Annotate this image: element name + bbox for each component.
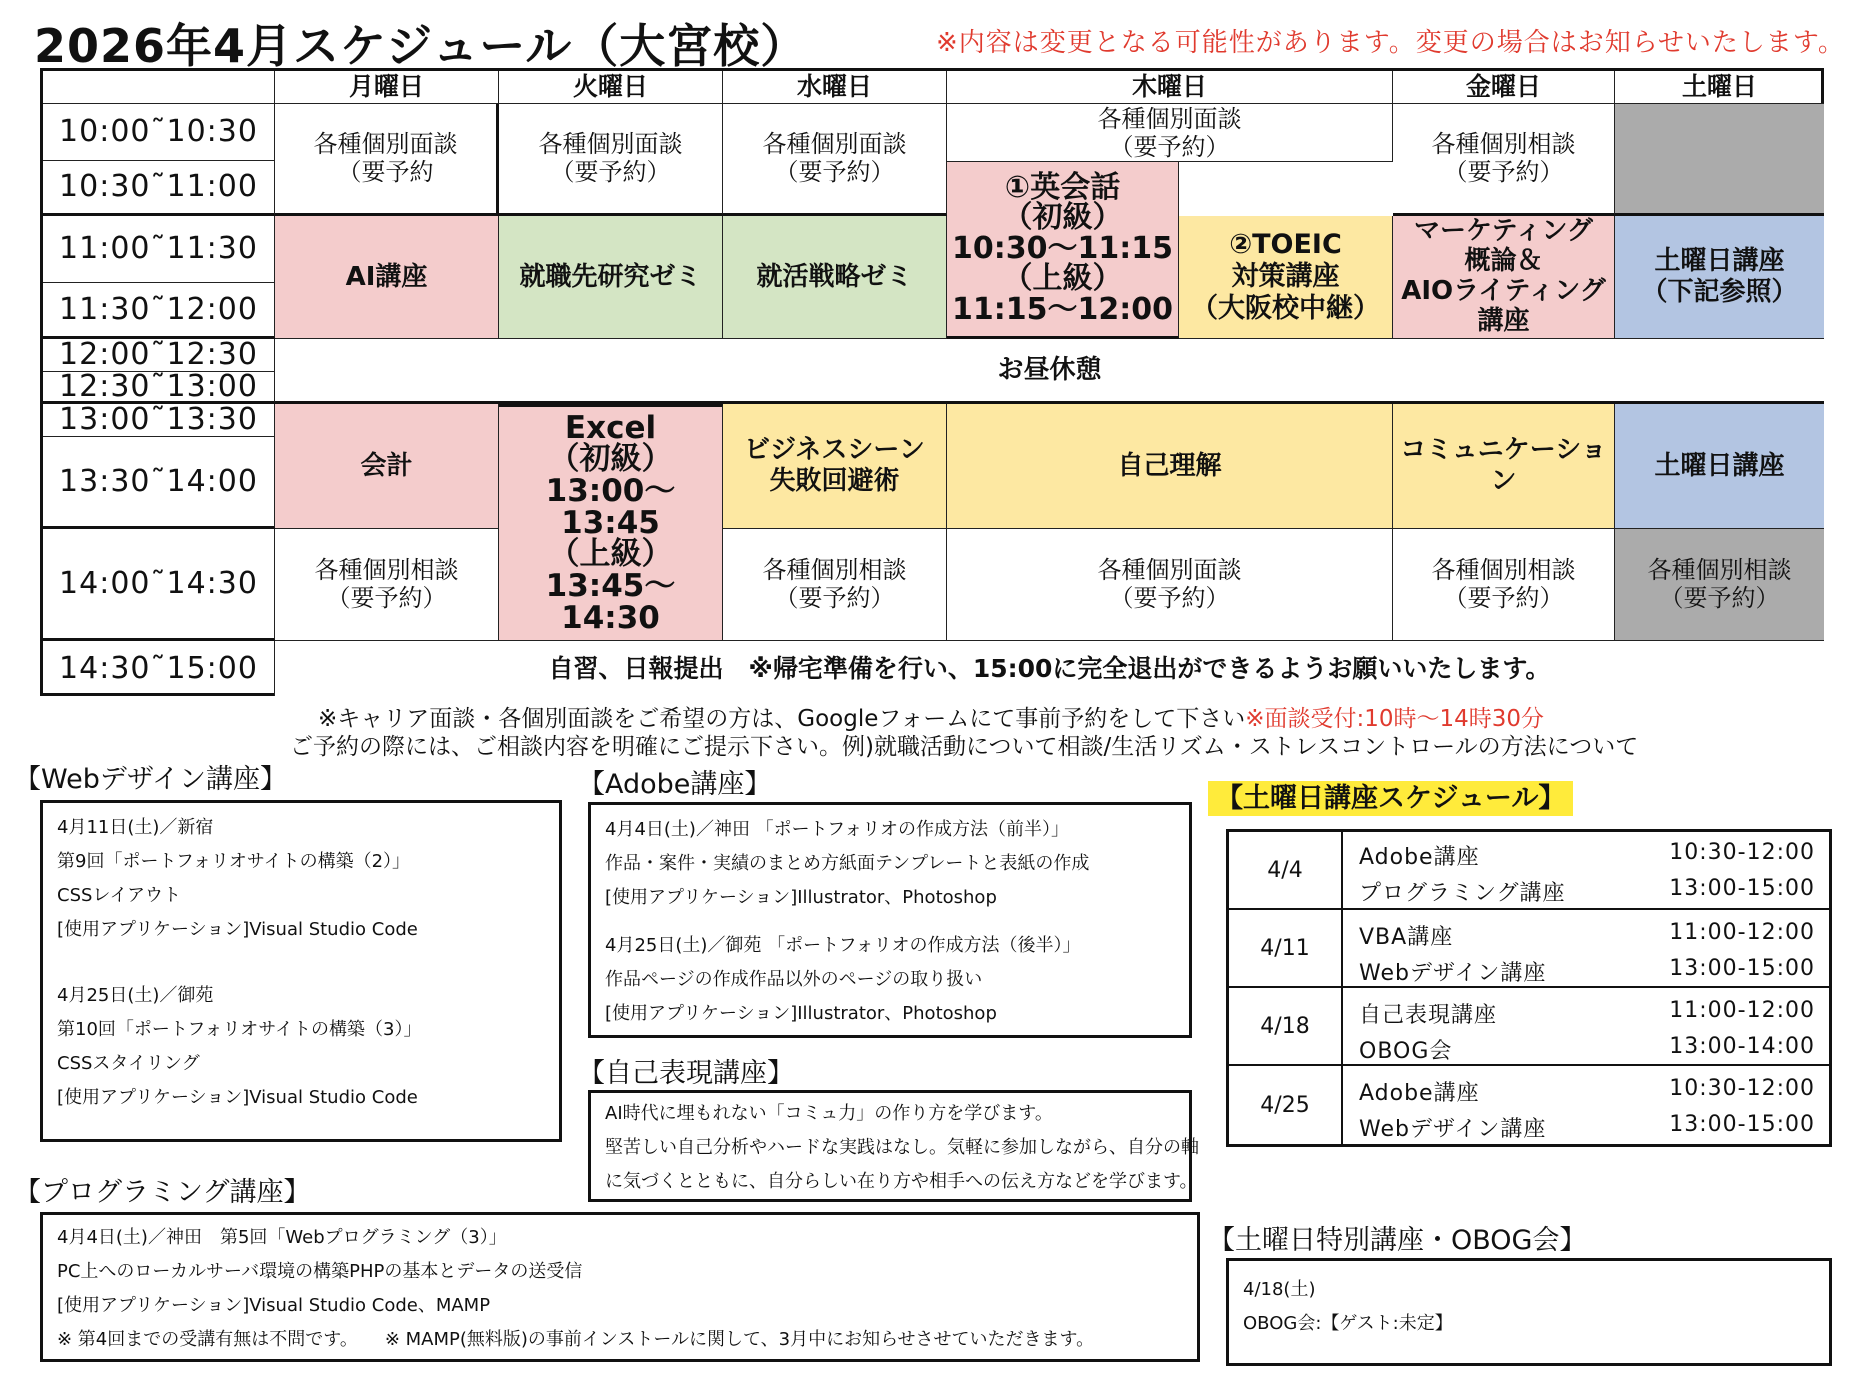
saturday-time: 13:00-15:00 <box>1669 876 1815 901</box>
header-saturday: 土曜日 <box>1615 71 1824 104</box>
saturday-row <box>1229 832 1829 910</box>
monday-am-consultation: 各種個別面談 （要予約 <box>275 104 499 216</box>
consultation-note: ご予約の際には、ご相談内容を明確にご提示下さい。例)就職活動について相談/生活リズム・ストレスコントロールの方法について <box>290 734 1639 760</box>
saturday-schedule-heading <box>1208 776 1573 815</box>
time-slot: 10:30˜11:00 <box>43 161 275 216</box>
time-slot: 13:30˜14:00 <box>43 437 275 529</box>
saturday-row <box>1229 1066 1829 1144</box>
saturday-course: Adobe講座 <box>1359 845 1480 870</box>
monday-accounting: 会計 <box>275 404 499 529</box>
saturday-time: 11:00-12:00 <box>1669 998 1815 1023</box>
saturday-time: 13:00-15:00 <box>1669 1112 1815 1137</box>
web-line <box>57 947 545 979</box>
web-design-heading: 【Webデザイン講座】 <box>14 764 287 795</box>
self-expression-heading: 【自己表現講座】 <box>578 1058 794 1089</box>
adobe-line: 作品ページの作成作品以外のページの取り扱い <box>605 969 983 990</box>
web-line: CSSスタイリング <box>57 1053 200 1074</box>
lunch-break: お昼休憩 <box>275 339 1824 404</box>
time-slot: 11:30˜12:00 <box>43 283 275 339</box>
saturday-date: 4/18 <box>1229 988 1343 1064</box>
weekly-schedule-table <box>40 68 1824 696</box>
saturday-schedule-table <box>1226 829 1832 1147</box>
tuesday-excel-lecture: Excel （初級） 13:00～13:45 （上級） 13:45～14:30 <box>499 404 723 641</box>
friday-marketing-lecture: マーケティング 概論＆ AIOライティング 講座 <box>1393 216 1615 339</box>
self-expression-box <box>588 1090 1199 1202</box>
programming-line: PC上へのローカルサーバ環境の構築PHPの基本とデータの送受信 <box>57 1261 583 1282</box>
saturday-row <box>1229 988 1829 1066</box>
saturday-course: 自己表現講座 <box>1359 1003 1498 1028</box>
wednesday-pm-consultation: 各種個別相談 （要予約） <box>723 529 947 641</box>
programming-line: ※ 第4回までの受講有無は不問です。 ※ MAMP(無料版)の事前インストールに関して、3月中にお知らせさせていただきます。 <box>57 1329 1095 1350</box>
friday-am-consultation: 各種個別相談 （要予約） <box>1393 104 1615 216</box>
thursday-self-understanding: 自己理解 <box>947 404 1393 529</box>
saturday-course: Webデザイン講座 <box>1359 961 1547 986</box>
special-lecture-box <box>1226 1258 1832 1366</box>
self-expression-line: AI時代に埋もれない「コミュ力」の作り方を学びます。 <box>605 1103 1053 1124</box>
saturday-time: 10:30-12:00 <box>1669 840 1815 865</box>
saturday-time: 11:00-12:00 <box>1669 920 1815 945</box>
saturday-course: Webデザイン講座 <box>1359 1117 1547 1142</box>
web-line: 第9回「ポートフォリオサイトの構築（2）」 <box>57 851 411 872</box>
adobe-line: [使用アプリケーション]Illustrator、Photoshop <box>605 1003 997 1024</box>
special-lecture-heading: 【土曜日特別講座・OBOG会】 <box>1208 1225 1587 1256</box>
self-study-row: 自習、日報提出 ※帰宅準備を行い、15:00に完全退出ができるようお願いいたします。 <box>275 641 1824 696</box>
adobe-box <box>588 802 1192 1038</box>
time-slot: 14:30˜15:00 <box>43 641 275 696</box>
time-slot: 11:00˜11:30 <box>43 216 275 283</box>
web-design-box <box>40 800 562 1142</box>
time-slot: 10:00˜10:30 <box>43 104 275 161</box>
adobe-line: 4月25日(土)／御苑 「ポートフォリオの作成方法（後半）」 <box>605 935 1081 956</box>
saturday-schedule-title: 【土曜日講座スケジュール】 <box>1208 781 1573 816</box>
header-monday: 月曜日 <box>275 71 499 104</box>
saturday-course: プログラミング講座 <box>1359 881 1566 906</box>
saturday-lecture: 土曜日講座 （下記参照） <box>1615 216 1824 339</box>
tuesday-employer-research-seminar: 就職先研究ゼミ <box>499 216 723 339</box>
adobe-line: 作品・案件・実績のまとめ方紙面テンプレートと表紙の作成 <box>605 853 1090 874</box>
wednesday-job-strategy-seminar: 就活戦略ゼミ <box>723 216 947 339</box>
thursday-english-conversation: ①英会話 （初級） 10:30～11:15 （上級） 11:15～12:00 <box>947 162 1179 339</box>
adobe-heading: 【Adobe講座】 <box>578 769 772 800</box>
header-friday: 金曜日 <box>1393 71 1615 104</box>
saturday-time: 13:00-15:00 <box>1669 956 1815 981</box>
saturday-time: 10:30-12:00 <box>1669 1076 1815 1101</box>
monday-pm-consultation: 各種個別相談 （要予約） <box>275 529 499 641</box>
time-slot: 12:00˜12:30 <box>43 339 275 372</box>
reception-hours: ※面談受付:10時～14時30分 <box>1245 706 1545 732</box>
special-line: OBOG会:【ゲスト:未定】 <box>1243 1313 1453 1334</box>
thursday-toeic-lecture: ②TOEIC 対策講座 （大阪校中継） <box>1179 216 1393 339</box>
programming-box <box>40 1212 1200 1362</box>
saturday-afternoon-lecture: 土曜日講座 <box>1615 404 1824 529</box>
wednesday-am-consultation: 各種個別面談 （要予約） <box>723 104 947 216</box>
monday-ai-lecture: AI講座 <box>275 216 499 339</box>
time-slot: 13:00˜13:30 <box>43 404 275 437</box>
thursday-pm-consultation: 各種個別面談 （要予約） <box>947 529 1393 641</box>
web-line: 第10回「ポートフォリオサイトの構築（3）」 <box>57 1019 422 1040</box>
saturday-course: OBOG会 <box>1359 1039 1453 1064</box>
saturday-am-closed <box>1615 104 1824 216</box>
saturday-date: 4/4 <box>1229 832 1343 908</box>
web-line: 4月11日(土)／新宿 <box>57 817 214 838</box>
self-expression-line: 堅苦しい自己分析やハードな実践はなし。気軽に参加しながら、自分の軸 <box>605 1137 1199 1158</box>
programming-line: 4月4日(土)／神田 第5回「Webプログラミング（3）」 <box>57 1227 507 1248</box>
header-thursday: 木曜日 <box>947 71 1393 104</box>
header-corner <box>43 71 275 104</box>
header-wednesday: 水曜日 <box>723 71 947 104</box>
web-line: [使用アプリケーション]Visual Studio Code <box>57 919 418 940</box>
saturday-course: VBA講座 <box>1359 925 1454 950</box>
header-tuesday: 火曜日 <box>499 71 723 104</box>
wednesday-business-scene: ビジネスシーン 失敗回避術 <box>723 404 947 529</box>
programming-line: [使用アプリケーション]Visual Studio Code、MAMP <box>57 1295 491 1316</box>
reservation-note-text: ※キャリア面談・各個別面談をご希望の方は、Googleフォームにて事前予約をして下さい <box>318 706 1246 732</box>
adobe-line: 4月4日(土)／神田 「ポートフォリオの作成方法（前半）」 <box>605 819 1070 840</box>
thursday-am-consultation: 各種個別面談 （要予約） <box>947 104 1393 162</box>
web-line: 4月25日(土)／御苑 <box>57 985 214 1006</box>
time-slot: 12:30˜13:00 <box>43 372 275 404</box>
tuesday-am-consultation: 各種個別面談 （要予約） <box>499 104 723 216</box>
programming-heading: 【プログラミング講座】 <box>14 1177 311 1208</box>
adobe-line: [使用アプリケーション]Illustrator、Photoshop <box>605 887 997 908</box>
friday-pm-consultation: 各種個別相談 （要予約） <box>1393 529 1615 641</box>
saturday-date: 4/11 <box>1229 910 1343 986</box>
friday-communication: コミュニケーション <box>1393 404 1615 529</box>
page-title: 2026年4月スケジュール（大宮校） <box>34 19 808 73</box>
change-notice: ※内容は変更となる可能性があります。変更の場合はお知らせいたします。 <box>936 28 1845 58</box>
time-slot: 14:00˜14:30 <box>43 529 275 641</box>
saturday-row <box>1229 910 1829 988</box>
saturday-time: 13:00-14:00 <box>1669 1034 1815 1059</box>
self-expression-line: に気づくとともに、自分らしい在り方や相手への伝え方などを学びます。 <box>605 1171 1198 1192</box>
web-line: CSSレイアウト <box>57 885 181 906</box>
saturday-course: Adobe講座 <box>1359 1081 1480 1106</box>
special-line: 4/18(土) <box>1243 1279 1316 1300</box>
saturday-date: 4/25 <box>1229 1066 1343 1144</box>
web-line: [使用アプリケーション]Visual Studio Code <box>57 1087 418 1108</box>
saturday-pm-consultation: 各種個別相談 （要予約） <box>1615 529 1824 641</box>
